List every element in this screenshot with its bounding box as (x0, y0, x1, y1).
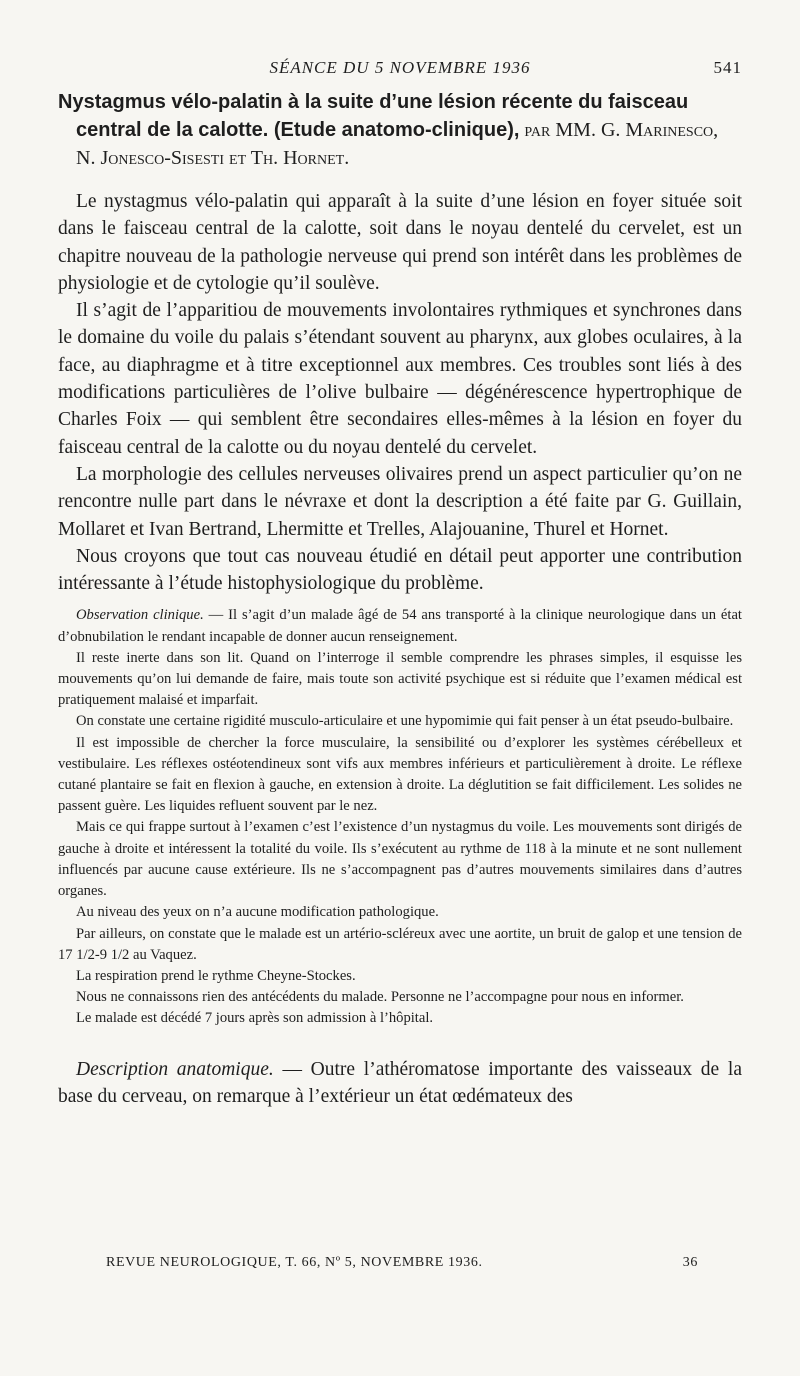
observation-paragraph (58, 605, 742, 647)
observation-paragraph: Au niveau des yeux on n’a aucune modification pathologique. (76, 904, 439, 921)
observation-paragraph: Par ailleurs, on constate que le malade est un artério-scléreux avec une aortite, un bruit de galop et une tension de 17 1/2-9 1/2 au Vaquez. (58, 925, 742, 963)
observation-label: Observation clinique. (76, 607, 204, 624)
description-label: Description anatomique. (76, 1058, 274, 1080)
title-authors: par MM. G. Marinesco, N. Jonesco-Sisesti et Th. Hornet. (76, 119, 719, 169)
journal-reference: REVUE NEUROLOGIQUE, T. 66, Nº 5, NOVEMBRE 1936. (106, 1255, 483, 1270)
running-header (58, 58, 742, 86)
observation-paragraph: La respiration prend le rythme Cheyne-Stockes. (76, 967, 356, 984)
observation-paragraph: Le malade est décédé 7 jours après son admission à l’hôpital. (76, 1010, 434, 1027)
title-line-1: Nystagmus vélo-palatin à la suite d’une lésion récente du faisceau (58, 91, 689, 113)
description-text: — Outre l’athéromatose importante des vaisseaux de la base du cerveau, on remarque à l’extérieur un état œdémateux des (58, 1058, 742, 1107)
anatomical-description (58, 1056, 742, 1111)
body-paragraph: Nous croyons que tout cas nouveau étudié en détail peut apporter une contribution intéressante à l’étude histophysiologique du problème. (58, 545, 742, 595)
body-paragraph: Le nystagmus vélo-palatin qui apparaît à la suite d’une lésion en foyer située soit dans le faisceau central de la calotte, soit dans le noyau dentelé du cervelet, est un chapitre nouveau de la pathologie nerveuse qui prend son intérêt dans les problèmes de physiologie et de cytologie qu’il soulève. (58, 191, 742, 294)
page-number: 541 (713, 58, 742, 77)
signature-mark: 36 (682, 1255, 698, 1270)
observation-paragraph: Mais ce qui frappe surtout à l’examen c’est l’existence d’un nystagmus du voile. Les mouvements sont dirigés de gauche à droite et intéressent la totalité du voile. Ils s’exécutent au rythme de 118 à la minute et ne sont nullement influencés par aucune cause extérieure. Ils ne s’accompagnent pas d’autres mouvements similaires dans d’autres organes. (58, 819, 742, 900)
observation-paragraph: Nous ne connaissons rien des antécédents du malade. Personne ne l’accompagne pour nous en informer. (76, 989, 684, 1006)
title-line-2 (58, 116, 742, 172)
body-paragraph: La morphologie des cellules nerveuses olivaires prend un aspect particulier qu’on ne rencontre nulle part dans le névraxe et dont la description a été faite par G. Guillain, Mollaret et Ivan Bertrand, Lhermitte et Trelles, Alajouanine, Thurel et Hornet. (58, 463, 742, 540)
body-paragraph: Il s’agit de l’apparitiou de mouvements involontaires rythmiques et synchrones dans le domaine du voile du palais s’étendant souvent au pharynx, aux globes oculaires, à la face, au diaphragme et à titre exceptionnel aux membres. Ces troubles sont liés à des modifications particulières de l’olive bulbaire — dégénérescence hypertrophique de Charles Foix — qui semblent être secondaires elles-mêmes à la lésion en foyer du faisceau central de la calotte ou du noyau dentelé du cervelet. (58, 300, 742, 458)
observation-paragraph: On constate une certaine rigidité musculo-articulaire et une hypomimie qui fait penser à un état pseudo-bulbaire. (76, 713, 734, 730)
page-content (58, 58, 742, 1110)
observation-intro: — Il s’agit d’un malade âgé de 54 ans transporté à la clinique neurologique dans un état d’obnubilation le rendant incapable de donner aucun renseignement. (58, 607, 742, 645)
observation-paragraph: Il est impossible de chercher la force musculaire, la sensibilité ou d’explorer les systèmes cérébelleux et vestibulaire. Les réflexes ostéotendineux sont vifs aux membres inférieurs et particulièrement à droite. Le réflexe cutané plantaire se fait en flexion à gauche, en extension à droite. La déglutition se fait difficilement. Les solides ne passent guère. Les liquides refluent souvent par le nez. (58, 734, 742, 815)
article-title (58, 88, 742, 172)
observation-paragraph: Il reste inerte dans son lit. Quand on l’interroge il semble comprendre les phrases simples, il esquisse les mouvements qu’on lui demande de faire, mais toute son activité psychique est si réduite que l’examen médical est pratiquement malaisé et imparfait. (58, 649, 742, 709)
running-title: SÉANCE DU 5 NOVEMBRE 1936 (269, 58, 531, 77)
title-line-2-bold: central de la calotte. (Etude anatomo-clinique), (76, 119, 520, 141)
clinical-observation (58, 605, 742, 1029)
